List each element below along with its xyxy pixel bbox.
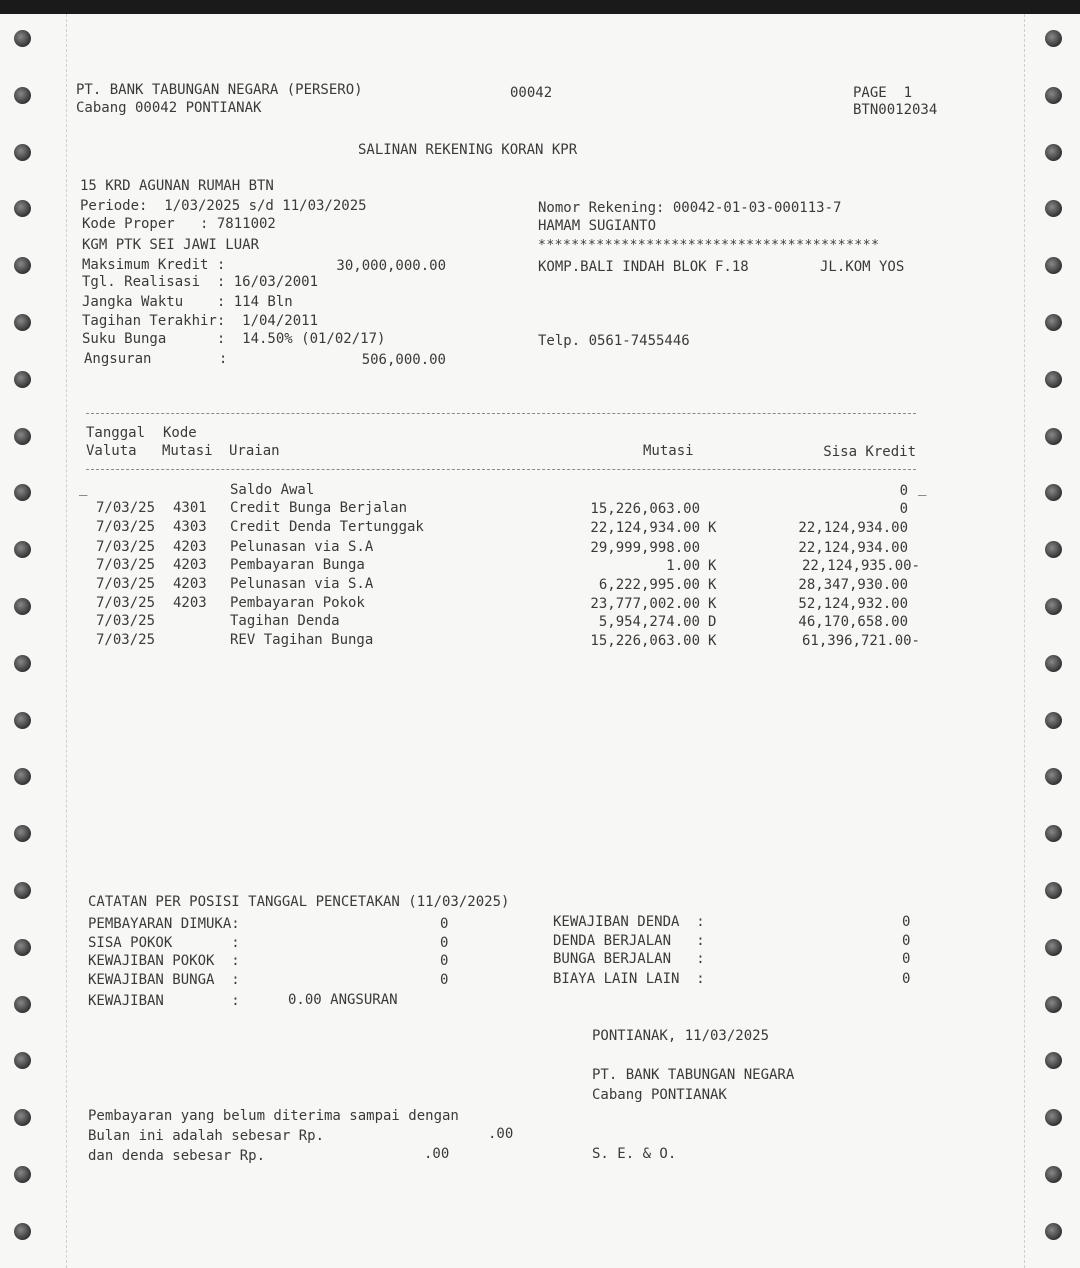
tractor-hole	[1045, 1166, 1062, 1183]
perforation-left	[66, 14, 67, 1268]
tractor-hole	[14, 87, 31, 104]
catatan-value: 0	[902, 914, 911, 930]
header-mutasi-kode: Mutasi	[162, 443, 213, 459]
row-code: 4303	[173, 519, 207, 535]
city-date: PONTIANAK, 11/03/2025	[592, 1028, 770, 1044]
catatan-label: BIAYA LAIN LAIN :	[553, 971, 705, 987]
maks-kredit-value: 30,000,000.00	[336, 258, 446, 274]
periode: Periode: 1/03/2025 s/d 11/03/2025	[80, 198, 367, 214]
row-balance: 0	[899, 501, 908, 517]
footer-bank-name: PT. BANK TABUNGAN NEGARA	[592, 1067, 795, 1083]
tractor-hole	[1045, 314, 1062, 331]
tractor-hole	[14, 1166, 31, 1183]
tgl-realisasi: Tgl. Realisasi : 16/03/2001	[82, 274, 319, 290]
kewajiban-label: KEWAJIBAN :	[88, 993, 240, 1009]
catatan-label: KEWAJIBAN BUNGA :	[88, 972, 240, 988]
tractor-hole	[14, 712, 31, 729]
kode-proper: Kode Proper : 7811002	[82, 216, 276, 232]
catatan-value: 0	[902, 933, 911, 949]
row-code: 4203	[173, 576, 207, 592]
footer-branch: Cabang PONTIANAK	[592, 1087, 727, 1103]
row-description: Pembayaran Pokok	[230, 595, 365, 611]
top-bar	[0, 0, 1080, 14]
row-amount: 6,222,995.00	[598, 577, 700, 593]
row-code: 4203	[173, 595, 207, 611]
row-date: 7/03/25	[96, 557, 156, 573]
nomor-rekening: Nomor Rekening: 00042-01-03-000113-7	[538, 200, 842, 216]
row-amount: 5,954,274.00	[598, 614, 700, 630]
row-code: 4301	[173, 500, 207, 516]
payment-note-line3: dan denda sebesar Rp.	[88, 1148, 266, 1164]
row-amount: 23,777,002.00	[590, 596, 700, 612]
row-description: Pembayaran Bunga	[230, 557, 365, 573]
catatan-value: 0	[902, 951, 911, 967]
row-date: 7/03/25	[96, 613, 156, 629]
catatan-label: DENDA BERJALAN :	[553, 933, 705, 949]
address: KOMP.BALI INDAH BLOK F.18	[538, 259, 749, 275]
angsuran-label: Angsuran :	[84, 351, 228, 367]
tractor-hole	[14, 371, 31, 388]
stars-divider: *****************************************	[538, 238, 880, 253]
page-label: PAGE 1	[853, 85, 913, 101]
tractor-hole	[1045, 428, 1062, 445]
row-amount: 1.00	[666, 558, 700, 574]
row-balance: 61,396,721.00-	[801, 633, 920, 649]
table-divider-top	[86, 413, 916, 414]
document-title: SALINAN REKENING KORAN KPR	[358, 142, 578, 158]
catatan-value: 0	[440, 953, 449, 969]
tractor-hole	[14, 882, 31, 899]
bank-name: PT. BANK TABUNGAN NEGARA (PERSERO)	[76, 82, 363, 98]
tractor-hole	[14, 428, 31, 445]
area-name: KGM PTK SEI JAWI LUAR	[82, 237, 260, 253]
catatan-label: KEWAJIBAN POKOK :	[88, 953, 240, 969]
catatan-value: 0	[440, 935, 449, 951]
payment-note-line2: Bulan ini adalah sebesar Rp.	[88, 1128, 325, 1144]
table-divider-bottom	[86, 469, 916, 470]
row-description: Pelunasan via S.A	[230, 576, 374, 592]
header-uraian: Uraian	[229, 443, 280, 459]
saldo-awal-label: Saldo Awal	[230, 482, 315, 498]
row-dc: D	[708, 614, 717, 630]
margin-tick-left: _	[79, 480, 88, 496]
catatan-value: 0	[440, 916, 449, 932]
tractor-hole	[14, 598, 31, 615]
header-sisa-kredit: Sisa Kredit	[823, 444, 916, 460]
row-date: 7/03/25	[96, 539, 156, 555]
row-balance: 22,124,934.00	[798, 540, 908, 556]
row-amount: 29,999,998.00	[590, 540, 700, 556]
row-description: REV Tagihan Bunga	[230, 632, 374, 648]
row-dc: K	[708, 596, 717, 612]
payment-note-line1: Pembayaran yang belum diterima sampai dengan	[88, 1108, 459, 1124]
account-holder: HAMAM SUGIANTO	[538, 218, 657, 234]
row-code: 4203	[173, 539, 207, 555]
tagihan-terakhir: Tagihan Terakhir: 1/04/2011	[82, 313, 319, 329]
payment-note-value2: .00	[424, 1146, 450, 1162]
telephone: Telp. 0561-7455446	[538, 333, 690, 349]
row-dc: K	[708, 633, 717, 649]
kewajiban-value: 0.00 ANGSURAN	[288, 992, 398, 1008]
header-tanggal: Tanggal	[86, 425, 146, 441]
tractor-hole	[1045, 939, 1062, 956]
row-amount: 22,124,934.00	[590, 520, 700, 536]
tractor-hole	[1045, 882, 1062, 899]
row-amount: 15,226,063.00	[590, 633, 700, 649]
jangka-waktu: Jangka Waktu : 114 Bln	[82, 294, 293, 310]
angsuran-value: 506,000.00	[361, 352, 446, 368]
header-kode: Kode	[163, 425, 197, 441]
perforation-right	[1024, 14, 1025, 1268]
catatan-value: 0	[440, 972, 449, 988]
row-balance: 46,170,658.00	[798, 614, 908, 630]
tractor-hole	[14, 1223, 31, 1240]
saldo-awal-value: 0	[899, 483, 908, 499]
row-date: 7/03/25	[96, 519, 156, 535]
row-description: Tagihan Denda	[230, 613, 340, 629]
branch-code: 00042	[510, 85, 553, 101]
address-2: JL.KOM YOS	[820, 259, 905, 275]
tractor-hole	[14, 144, 31, 161]
catatan-label: PEMBAYARAN DIMUKA:	[88, 916, 240, 932]
catatan-label: BUNGA BERJALAN :	[553, 951, 705, 967]
tractor-hole	[14, 939, 31, 956]
tractor-hole	[1045, 996, 1062, 1013]
row-dc: K	[708, 520, 717, 536]
tractor-hole	[1045, 712, 1062, 729]
row-balance: 22,124,935.00-	[801, 558, 920, 574]
catatan-label: KEWAJIBAN DENDA :	[553, 914, 705, 930]
product-name: 15 KRD AGUNAN RUMAH BTN	[80, 178, 274, 194]
tractor-hole	[1045, 144, 1062, 161]
header-valuta: Valuta	[86, 443, 137, 459]
catatan-value: 0	[902, 971, 911, 987]
tractor-hole	[1045, 1223, 1062, 1240]
row-code: 4203	[173, 557, 207, 573]
tractor-hole	[1045, 598, 1062, 615]
tractor-hole	[14, 655, 31, 672]
row-balance: 52,124,932.00	[798, 596, 908, 612]
maks-kredit-label: Maksimum Kredit :	[82, 257, 226, 273]
row-description: Pelunasan via S.A	[230, 539, 374, 555]
row-description: Credit Bunga Berjalan	[230, 500, 408, 516]
row-dc: K	[708, 558, 717, 574]
row-date: 7/03/25	[96, 576, 156, 592]
suku-bunga: Suku Bunga : 14.50% (01/02/17)	[82, 331, 386, 347]
row-date: 7/03/25	[96, 500, 156, 516]
payment-note-value1: .00	[488, 1126, 514, 1142]
row-balance: 28,347,930.00	[798, 577, 908, 593]
row-date: 7/03/25	[96, 632, 156, 648]
tractor-hole	[1045, 371, 1062, 388]
doc-number: BTN0012034	[853, 102, 938, 118]
tractor-hole	[1045, 87, 1062, 104]
tractor-hole	[1045, 30, 1062, 47]
catatan-title: CATATAN PER POSISI TANGGAL PENCETAKAN (11/03/2025)	[88, 894, 510, 910]
tractor-hole	[14, 314, 31, 331]
signature-mark: S. E. & O.	[592, 1146, 677, 1162]
row-dc: K	[708, 577, 717, 593]
row-amount: 15,226,063.00	[590, 501, 700, 517]
branch-name: Cabang 00042 PONTIANAK	[76, 100, 262, 116]
header-mutasi: Mutasi	[643, 443, 694, 459]
row-date: 7/03/25	[96, 595, 156, 611]
catatan-label: SISA POKOK :	[88, 935, 240, 951]
tractor-hole	[1045, 655, 1062, 672]
row-balance: 22,124,934.00	[798, 520, 908, 536]
tractor-hole	[14, 30, 31, 47]
row-description: Credit Denda Tertunggak	[230, 519, 424, 535]
margin-tick-right: _	[918, 480, 927, 496]
tractor-hole	[14, 996, 31, 1013]
